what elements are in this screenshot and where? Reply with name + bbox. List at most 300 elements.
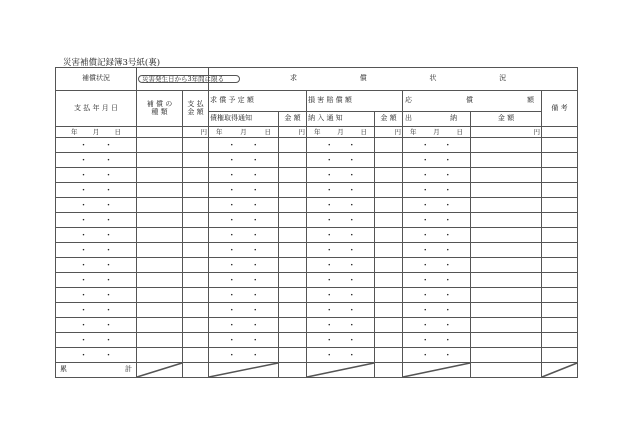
entry-payment-out-date[interactable] xyxy=(403,213,471,228)
entry-remarks[interactable] xyxy=(542,213,578,228)
date-separator-dots xyxy=(57,351,135,358)
unit-month: 月 xyxy=(240,127,247,136)
date-dot: ・ xyxy=(325,305,333,315)
date-dot: ・ xyxy=(228,170,236,180)
date-dot: ・ xyxy=(325,260,333,270)
entry-payment-date[interactable] xyxy=(56,153,137,168)
unit-ymd-cell xyxy=(307,127,375,138)
diagonal-line xyxy=(209,363,278,377)
entry-remarks[interactable] xyxy=(542,228,578,243)
entry-comp-type[interactable] xyxy=(137,303,183,318)
entry-pay-amount[interactable] xyxy=(183,318,209,333)
date-dot: ・ xyxy=(325,275,333,285)
entry-comp-type[interactable] xyxy=(137,243,183,258)
entry-payment-date[interactable] xyxy=(56,213,137,228)
entry-planned-amount[interactable] xyxy=(279,228,307,243)
date-dot: ・ xyxy=(348,185,356,195)
date-separator-dots xyxy=(57,216,135,223)
header-row-1 xyxy=(56,91,578,112)
entry-payment-notice-date[interactable] xyxy=(307,138,375,153)
date-separator-dots xyxy=(210,261,277,268)
date-dot: ・ xyxy=(80,290,87,300)
entry-payment-notice-date[interactable] xyxy=(307,213,375,228)
entry-payment-date[interactable] xyxy=(56,348,137,363)
entry-damage-amount[interactable] xyxy=(375,243,403,258)
date-separator-dots xyxy=(404,171,469,178)
entry-response-amount[interactable] xyxy=(471,183,542,198)
date-separator-dots xyxy=(57,321,135,328)
unit-ymd-cell xyxy=(209,127,279,138)
date-separator-dots xyxy=(308,231,373,238)
entry-damage-amount[interactable] xyxy=(375,348,403,363)
entry-damage-amount[interactable] xyxy=(375,288,403,303)
entry-remarks[interactable] xyxy=(542,138,578,153)
entry-payment-notice-date[interactable] xyxy=(307,228,375,243)
entry-comp-type[interactable] xyxy=(137,348,183,363)
entry-payment-out-date[interactable] xyxy=(403,183,471,198)
entry-payment-notice-date[interactable] xyxy=(307,198,375,213)
entry-remarks[interactable] xyxy=(542,258,578,273)
entry-comp-type[interactable] xyxy=(137,258,183,273)
entry-payment-out-date[interactable] xyxy=(403,318,471,333)
date-dot: ・ xyxy=(444,140,452,150)
entry-damage-amount[interactable] xyxy=(375,168,403,183)
date-dot: ・ xyxy=(80,215,87,225)
date-dot: ・ xyxy=(105,185,112,195)
entry-claim-notice-date[interactable] xyxy=(209,228,279,243)
date-dot: ・ xyxy=(421,185,429,195)
entry-payment-out-date[interactable] xyxy=(403,258,471,273)
entry-response-amount[interactable] xyxy=(471,213,542,228)
table-row xyxy=(56,138,578,153)
entry-payment-out-date[interactable] xyxy=(403,168,471,183)
response-mid: 償 xyxy=(466,96,473,105)
date-separator-dots xyxy=(308,291,373,298)
entry-damage-amount[interactable] xyxy=(375,318,403,333)
date-dot: ・ xyxy=(105,320,112,330)
entry-claim-notice-date[interactable] xyxy=(209,288,279,303)
entry-pay-amount[interactable] xyxy=(183,258,209,273)
entry-response-amount[interactable] xyxy=(471,198,542,213)
diagonal-line xyxy=(542,363,577,377)
entry-payment-out-date[interactable] xyxy=(403,228,471,243)
date-separator-dots xyxy=(308,336,373,343)
entry-payment-date[interactable] xyxy=(56,258,137,273)
entry-damage-amount[interactable] xyxy=(375,198,403,213)
total-label-right: 計 xyxy=(125,365,132,374)
date-separator-dots xyxy=(210,276,277,283)
entry-planned-amount[interactable] xyxy=(279,243,307,258)
entry-claim-notice-date[interactable] xyxy=(209,213,279,228)
entry-planned-amount[interactable] xyxy=(279,183,307,198)
entry-planned-amount[interactable] xyxy=(279,348,307,363)
entry-payment-out-date[interactable] xyxy=(403,288,471,303)
entry-payment-notice-date[interactable] xyxy=(307,258,375,273)
entry-damage-amount[interactable] xyxy=(375,138,403,153)
entry-planned-amount[interactable] xyxy=(279,288,307,303)
date-dot: ・ xyxy=(251,155,259,165)
entry-response-amount[interactable] xyxy=(471,138,542,153)
date-dot: ・ xyxy=(444,230,452,240)
entry-planned-amount[interactable] xyxy=(279,138,307,153)
date-separator-dots xyxy=(57,141,135,148)
date-separator-dots xyxy=(308,186,373,193)
date-dot: ・ xyxy=(421,290,429,300)
date-dot: ・ xyxy=(421,335,429,345)
entry-payment-date[interactable] xyxy=(56,138,137,153)
table-row xyxy=(56,288,578,303)
date-separator-dots xyxy=(57,261,135,268)
total-response-amount[interactable] xyxy=(471,363,542,378)
entry-payment-date[interactable] xyxy=(56,273,137,288)
date-separator-dots xyxy=(404,276,469,283)
entry-payment-notice-date[interactable] xyxy=(307,318,375,333)
entry-payment-date[interactable] xyxy=(56,198,137,213)
entry-claim-notice-date[interactable] xyxy=(209,198,279,213)
period-note: 災害発生日から3年間に限る xyxy=(138,75,240,84)
entry-claim-notice-date[interactable] xyxy=(209,243,279,258)
payment-notice-header: 納 入 通 知 xyxy=(307,112,375,127)
entry-payment-notice-date[interactable] xyxy=(307,168,375,183)
date-dot: ・ xyxy=(421,320,429,330)
entry-payment-out-date[interactable] xyxy=(403,153,471,168)
entry-payment-notice-date[interactable] xyxy=(307,348,375,363)
date-dot: ・ xyxy=(105,200,112,210)
entry-payment-notice-date[interactable] xyxy=(307,153,375,168)
entry-planned-amount[interactable] xyxy=(279,198,307,213)
entry-pay-amount[interactable] xyxy=(183,348,209,363)
total-damage-amount[interactable] xyxy=(375,363,403,378)
entry-response-amount[interactable] xyxy=(471,228,542,243)
date-dot: ・ xyxy=(348,275,356,285)
date-dot: ・ xyxy=(228,230,236,240)
entry-payment-out-date[interactable] xyxy=(403,348,471,363)
date-dot: ・ xyxy=(80,260,87,270)
entry-remarks[interactable] xyxy=(542,198,578,213)
date-separator-dots xyxy=(404,291,469,298)
date-separator-dots xyxy=(308,321,373,328)
date-separator-dots xyxy=(210,171,277,178)
table-row xyxy=(56,198,578,213)
entry-payment-date[interactable] xyxy=(56,318,137,333)
entry-comp-type[interactable] xyxy=(137,168,183,183)
request-status-header xyxy=(209,68,578,91)
date-dot: ・ xyxy=(421,200,429,210)
date-dot: ・ xyxy=(444,350,452,360)
entry-damage-amount[interactable] xyxy=(375,333,403,348)
entry-pay-amount[interactable] xyxy=(183,213,209,228)
date-dot: ・ xyxy=(105,215,112,225)
date-dot: ・ xyxy=(348,230,356,240)
date-dot: ・ xyxy=(421,140,429,150)
date-dot: ・ xyxy=(105,350,112,360)
entry-pay-amount[interactable] xyxy=(183,303,209,318)
entry-comp-type[interactable] xyxy=(137,273,183,288)
total-planned-amount[interactable] xyxy=(279,363,307,378)
entry-pay-amount[interactable] xyxy=(183,273,209,288)
date-dot: ・ xyxy=(325,320,333,330)
date-separator-dots xyxy=(57,231,135,238)
date-dot: ・ xyxy=(105,230,112,240)
date-dot: ・ xyxy=(348,200,356,210)
entry-pay-amount[interactable] xyxy=(183,243,209,258)
entry-damage-amount[interactable] xyxy=(375,273,403,288)
entry-damage-amount[interactable] xyxy=(375,213,403,228)
date-separator-dots xyxy=(57,306,135,313)
date-dot: ・ xyxy=(444,335,452,345)
date-dot: ・ xyxy=(325,215,333,225)
table-row xyxy=(56,273,578,288)
date-dot: ・ xyxy=(348,320,356,330)
date-separator-dots xyxy=(210,231,277,238)
diagonal-line xyxy=(307,363,374,377)
date-dot: ・ xyxy=(228,215,236,225)
date-separator-dots xyxy=(57,201,135,208)
entry-payment-notice-date[interactable] xyxy=(307,288,375,303)
table-row xyxy=(56,348,578,363)
entry-comp-type[interactable] xyxy=(137,288,183,303)
entry-response-amount[interactable] xyxy=(471,168,542,183)
unit-month: 月 xyxy=(433,127,440,136)
entry-claim-notice-date[interactable] xyxy=(209,318,279,333)
entry-remarks[interactable] xyxy=(542,318,578,333)
date-dot: ・ xyxy=(325,185,333,195)
date-dot: ・ xyxy=(421,215,429,225)
entry-payment-date[interactable] xyxy=(56,168,137,183)
entry-pay-amount[interactable] xyxy=(183,153,209,168)
entry-response-amount[interactable] xyxy=(471,288,542,303)
entry-claim-notice-date[interactable] xyxy=(209,273,279,288)
date-separator-dots xyxy=(404,216,469,223)
form-title: 災害補償記録簿3号紙(裏) xyxy=(63,58,161,68)
table-row xyxy=(56,168,578,183)
entry-response-amount[interactable] xyxy=(471,153,542,168)
entry-pay-amount[interactable] xyxy=(183,138,209,153)
entry-response-amount[interactable] xyxy=(471,258,542,273)
entry-pay-amount[interactable] xyxy=(183,228,209,243)
entry-remarks[interactable] xyxy=(542,243,578,258)
date-dot: ・ xyxy=(348,245,356,255)
date-separator-dots xyxy=(308,276,373,283)
date-dot: ・ xyxy=(228,155,236,165)
entry-payment-notice-date[interactable] xyxy=(307,243,375,258)
entry-damage-amount[interactable] xyxy=(375,153,403,168)
planned-sub-amount-header: 金 額 xyxy=(279,112,307,127)
date-dot: ・ xyxy=(444,245,452,255)
unit-year: 年 xyxy=(216,127,223,136)
entry-response-amount[interactable] xyxy=(471,318,542,333)
request-header-char: 況 xyxy=(499,74,507,83)
entry-comp-type[interactable] xyxy=(137,153,183,168)
date-dot: ・ xyxy=(80,350,87,360)
entry-remarks[interactable] xyxy=(542,348,578,363)
entry-claim-notice-date[interactable] xyxy=(209,258,279,273)
entry-response-amount[interactable] xyxy=(471,303,542,318)
entry-remarks[interactable] xyxy=(542,183,578,198)
entry-payment-date[interactable] xyxy=(56,303,137,318)
entry-planned-amount[interactable] xyxy=(279,153,307,168)
date-dot: ・ xyxy=(348,140,356,150)
date-dot: ・ xyxy=(80,155,87,165)
entry-pay-amount[interactable] xyxy=(183,168,209,183)
date-dot: ・ xyxy=(251,170,259,180)
entry-response-amount[interactable] xyxy=(471,333,542,348)
entry-pay-amount[interactable] xyxy=(183,183,209,198)
date-dot: ・ xyxy=(348,170,356,180)
entry-claim-notice-date[interactable] xyxy=(209,333,279,348)
unit-ymd-cell xyxy=(56,127,137,138)
entry-response-amount[interactable] xyxy=(471,348,542,363)
entry-planned-amount[interactable] xyxy=(279,303,307,318)
date-dot: ・ xyxy=(421,230,429,240)
date-separator-dots xyxy=(404,141,469,148)
date-separator-dots xyxy=(57,276,135,283)
unit-year: 年 xyxy=(314,127,321,136)
entry-payment-notice-date[interactable] xyxy=(307,273,375,288)
entry-planned-amount[interactable] xyxy=(279,258,307,273)
entry-planned-amount[interactable] xyxy=(279,168,307,183)
entry-payment-out-date[interactable] xyxy=(403,303,471,318)
entry-comp-type[interactable] xyxy=(137,183,183,198)
entry-claim-notice-date[interactable] xyxy=(209,183,279,198)
entry-claim-notice-date[interactable] xyxy=(209,168,279,183)
entry-comp-type[interactable] xyxy=(137,333,183,348)
entry-damage-amount[interactable] xyxy=(375,303,403,318)
entry-planned-amount[interactable] xyxy=(279,213,307,228)
unit-month: 月 xyxy=(337,127,344,136)
entry-comp-type[interactable] xyxy=(137,318,183,333)
entry-remarks[interactable] xyxy=(542,333,578,348)
date-dot: ・ xyxy=(228,260,236,270)
date-separator-dots xyxy=(210,216,277,223)
unit-yen: 円 xyxy=(279,127,307,138)
total-row xyxy=(56,363,578,378)
entry-payment-date[interactable] xyxy=(56,288,137,303)
date-separator-dots xyxy=(404,186,469,193)
date-separator-dots xyxy=(308,351,373,358)
entry-payment-notice-date[interactable] xyxy=(307,333,375,348)
entry-remarks[interactable] xyxy=(542,168,578,183)
date-dot: ・ xyxy=(251,350,259,360)
entry-payment-notice-date[interactable] xyxy=(307,183,375,198)
date-separator-dots xyxy=(210,156,277,163)
date-separator-dots xyxy=(404,156,469,163)
entry-damage-amount[interactable] xyxy=(375,228,403,243)
entry-response-amount[interactable] xyxy=(471,243,542,258)
response-sub-amount-header: 金 額 xyxy=(471,112,542,127)
date-dot: ・ xyxy=(228,140,236,150)
date-dot: ・ xyxy=(251,245,259,255)
entry-payment-notice-date[interactable] xyxy=(307,303,375,318)
date-dot: ・ xyxy=(105,155,112,165)
date-dot: ・ xyxy=(444,185,452,195)
entry-payment-date[interactable] xyxy=(56,183,137,198)
date-separator-dots xyxy=(57,156,135,163)
entry-payment-out-date[interactable] xyxy=(403,138,471,153)
entry-comp-type[interactable] xyxy=(137,213,183,228)
entry-payment-date[interactable] xyxy=(56,243,137,258)
date-dot: ・ xyxy=(251,290,259,300)
entry-claim-notice-date[interactable] xyxy=(209,348,279,363)
date-dot: ・ xyxy=(444,290,452,300)
entry-payment-out-date[interactable] xyxy=(403,333,471,348)
total-diagonal-cell xyxy=(209,363,279,378)
date-dot: ・ xyxy=(348,350,356,360)
entry-planned-amount[interactable] xyxy=(279,318,307,333)
request-header-char: 求 xyxy=(290,74,297,83)
entry-remarks[interactable] xyxy=(542,288,578,303)
total-diagonal-cell xyxy=(307,363,375,378)
entry-payment-date[interactable] xyxy=(56,333,137,348)
entry-claim-notice-date[interactable] xyxy=(209,138,279,153)
comp-type-line2: 種 類 xyxy=(151,107,168,116)
unit-day: 日 xyxy=(360,127,367,136)
entry-claim-notice-date[interactable] xyxy=(209,153,279,168)
date-dot: ・ xyxy=(444,275,452,285)
damage-amount-header: 損 害 賠 償 額 xyxy=(307,91,403,112)
date-dot: ・ xyxy=(105,335,112,345)
date-separator-dots xyxy=(404,336,469,343)
date-dot: ・ xyxy=(421,170,429,180)
date-dot: ・ xyxy=(80,200,87,210)
date-dot: ・ xyxy=(325,155,333,165)
entry-damage-amount[interactable] xyxy=(375,183,403,198)
entry-pay-amount[interactable] xyxy=(183,288,209,303)
entry-remarks[interactable] xyxy=(542,303,578,318)
date-separator-dots xyxy=(57,246,135,253)
date-dot: ・ xyxy=(348,305,356,315)
entry-damage-amount[interactable] xyxy=(375,258,403,273)
entry-payment-out-date[interactable] xyxy=(403,243,471,258)
date-dot: ・ xyxy=(105,245,112,255)
entry-planned-amount[interactable] xyxy=(279,273,307,288)
entry-remarks[interactable] xyxy=(542,273,578,288)
date-separator-dots xyxy=(308,246,373,253)
response-left: 応 xyxy=(405,96,412,105)
entry-comp-type[interactable] xyxy=(137,198,183,213)
entry-pay-amount[interactable] xyxy=(183,333,209,348)
entry-planned-amount[interactable] xyxy=(279,333,307,348)
date-dot: ・ xyxy=(251,140,259,150)
entry-comp-type[interactable] xyxy=(137,138,183,153)
entry-payment-out-date[interactable] xyxy=(403,273,471,288)
date-separator-dots xyxy=(308,171,373,178)
entry-payment-out-date[interactable] xyxy=(403,198,471,213)
entry-claim-notice-date[interactable] xyxy=(209,303,279,318)
response-right: 額 xyxy=(527,96,534,105)
date-dot: ・ xyxy=(444,305,452,315)
entry-response-amount[interactable] xyxy=(471,273,542,288)
date-dot: ・ xyxy=(80,245,87,255)
pay-label: 納 xyxy=(450,114,457,123)
out-label: 出 xyxy=(405,114,412,123)
date-dot: ・ xyxy=(348,215,356,225)
entry-remarks[interactable] xyxy=(542,153,578,168)
date-dot: ・ xyxy=(251,305,259,315)
date-separator-dots xyxy=(210,351,277,358)
entry-payment-date[interactable] xyxy=(56,228,137,243)
date-dot: ・ xyxy=(80,140,87,150)
date-dot: ・ xyxy=(325,350,333,360)
table-row xyxy=(56,213,578,228)
entry-pay-amount[interactable] xyxy=(183,198,209,213)
status-row xyxy=(56,68,578,91)
date-separator-dots xyxy=(210,246,277,253)
date-dot: ・ xyxy=(228,305,236,315)
entry-comp-type[interactable] xyxy=(137,228,183,243)
total-pay-amount[interactable] xyxy=(183,363,209,378)
request-header-char: 償 xyxy=(359,74,367,83)
